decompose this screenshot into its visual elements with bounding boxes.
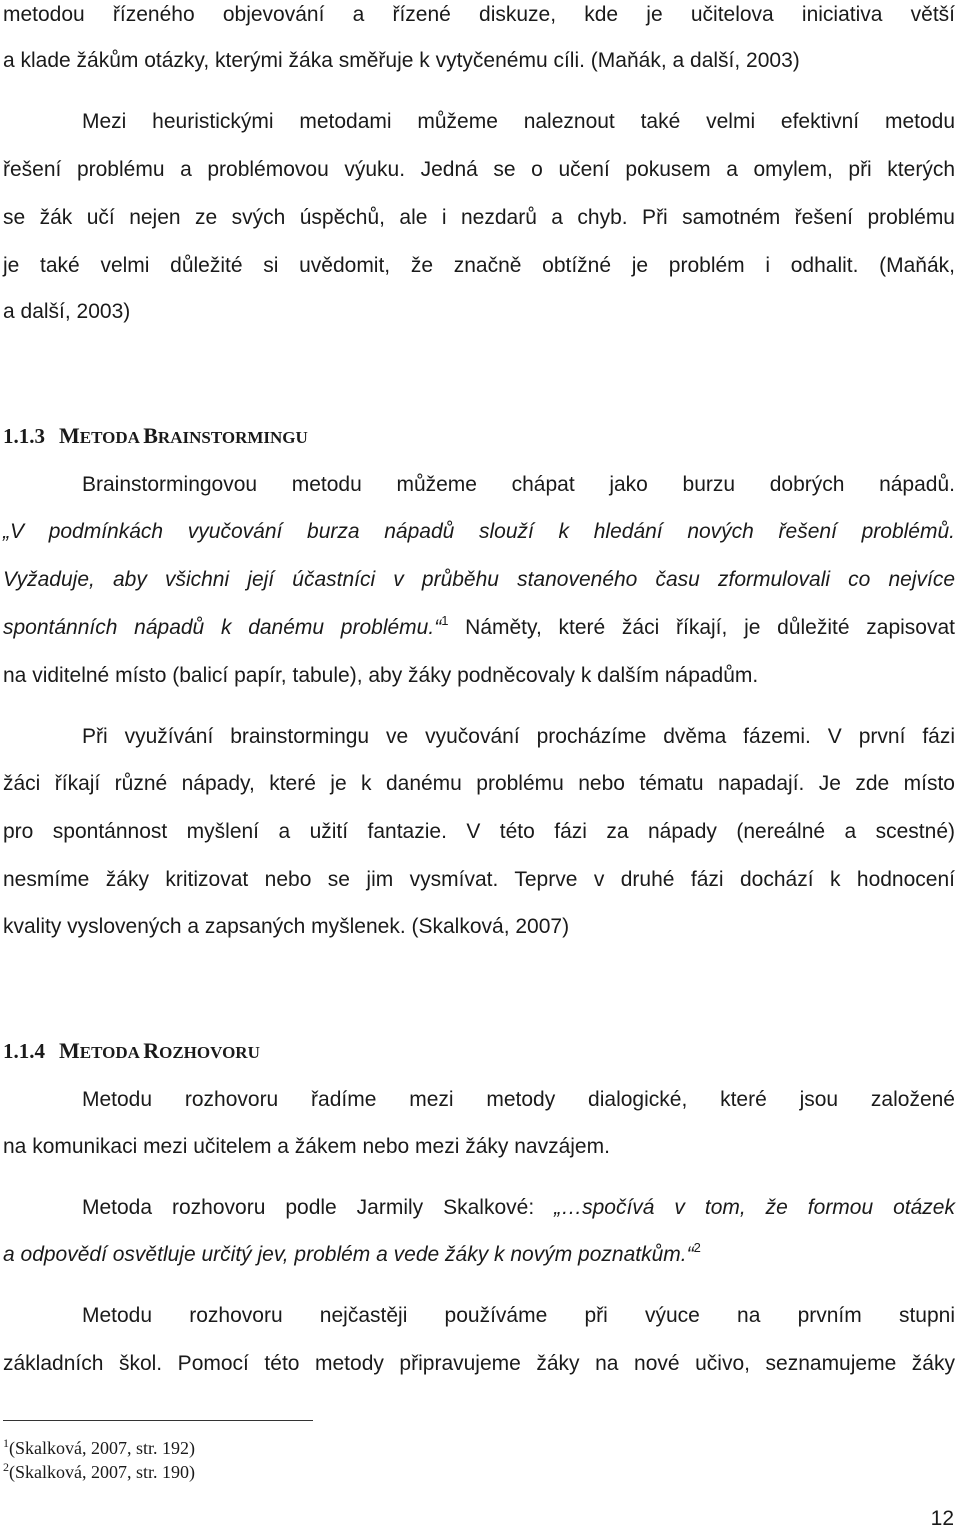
quote-text: spontánních nápadů k danému problému.“: [3, 616, 442, 639]
footnote-mark: 1: [3, 1436, 9, 1450]
body-text-line: žáci říkají různé nápady, které je k danému problému nebo tématu napadají. Je zde místo: [3, 772, 955, 795]
body-text-line: řešení problému a problémovou výuku. Jedná se o učení pokusem a omylem, při kterých: [3, 158, 955, 181]
footnote-ref: 1: [441, 613, 449, 628]
body-text-line: Při využívání brainstormingu ve vyučování procházíme dvěma fázemi. V první fázi: [82, 725, 955, 748]
section-number: 1.1.4: [3, 1039, 45, 1063]
section-heading-brainstorming: 1.1.3 METODA BRAINSTORMINGU: [3, 423, 308, 448]
body-text-line: Mezi heuristickými metodami můžeme naleznout také velmi efektivní metodu: [82, 110, 955, 133]
body-text-line: se žák učí nejen ze svých úspěchů, ale i nezdarů a chyb. Při samotném řešení problému: [3, 206, 955, 229]
section-number: 1.1.3: [3, 424, 45, 448]
footnote-separator: [3, 1420, 313, 1421]
body-text-line: na komunikaci mezi učitelem a žákem nebo mezi žáky navzájem.: [3, 1135, 610, 1158]
section-heading-dialog: 1.1.4 METODA ROZHOVORU: [3, 1038, 260, 1063]
body-text-line: spontánních nápadů k danému problému.“$^1$ Náměty, které žáci říkají, je důležité zapisovat: [3, 613, 955, 639]
body-text-line: Brainstormingovou metodu můžeme chápat jako burzu dobrých nápadů.: [82, 473, 955, 496]
body-text-line: a klade žákům otázky, kterými žáka směřuje k vytyčenému cíli. (Maňák, a další, 2003): [3, 49, 800, 72]
body-text-line: metodou řízeného objevování a řízené diskuze, kde je učitelova iniciativa větší: [3, 3, 955, 26]
body-text-line: Metodu rozhovoru řadíme mezi metody dialogické, které jsou založené: [82, 1088, 955, 1111]
footnote-mark: 2: [3, 1460, 9, 1474]
page-number: 12: [930, 1507, 954, 1530]
body-text-line: pro spontánnost myšlení a užití fantazie. V této fázi za nápady (nereálné a scestné): [3, 820, 955, 843]
footnote-ref: 2: [693, 1240, 701, 1255]
body-text-line: na viditelné místo (balicí papír, tabule), aby žáky podněcovaly k dalším nápadům.: [3, 664, 759, 687]
quote-text: a odpovědí osvětluje určitý jev, problém a vede žáky k novým poznatkům.“: [3, 1243, 694, 1266]
footnote: $^1$(Skalková, 2007, str. 192): [3, 1436, 195, 1458]
body-text-line: kvality vyslovených a zapsaných myšlenek. (Skalková, 2007): [3, 915, 570, 938]
body-text-line: nesmíme žáky kritizovat nebo se jim vysmívat. Teprve v druhé fázi dochází k hodnocení: [3, 868, 955, 891]
quote-text-line: „V podmínkách vyučování burza nápadů slouží k hledání nových řešení problémů.: [3, 520, 955, 543]
body-text-line: je také velmi důležité si uvědomit, že značně obtížné je problém i odhalit. (Maňák,: [3, 254, 955, 277]
body-text-line: Metodu rozhovoru nejčastěji používáme při výuce na prvním stupni: [82, 1304, 955, 1327]
footnote: $^2$(Skalková, 2007, str. 190): [3, 1460, 195, 1482]
body-text-line: [3, 1240, 955, 1270]
body-text-line: a další, 2003): [3, 300, 131, 323]
quote-text-line: Vyžaduje, aby všichni její účastníci v průběhu stanoveného času zformulovali co nejvíce: [3, 568, 955, 591]
body-text-line: základních škol. Pomocí této metody připravujeme žáky na nové učivo, seznamujeme žáky: [3, 1352, 955, 1375]
body-text-line: Metoda rozhovoru podle Jarmily Skalkové: „…spočívá v tom, že formou otázek: [82, 1196, 955, 1219]
quote-text: „…spočívá v tom, že formou otázek: [554, 1196, 955, 1219]
